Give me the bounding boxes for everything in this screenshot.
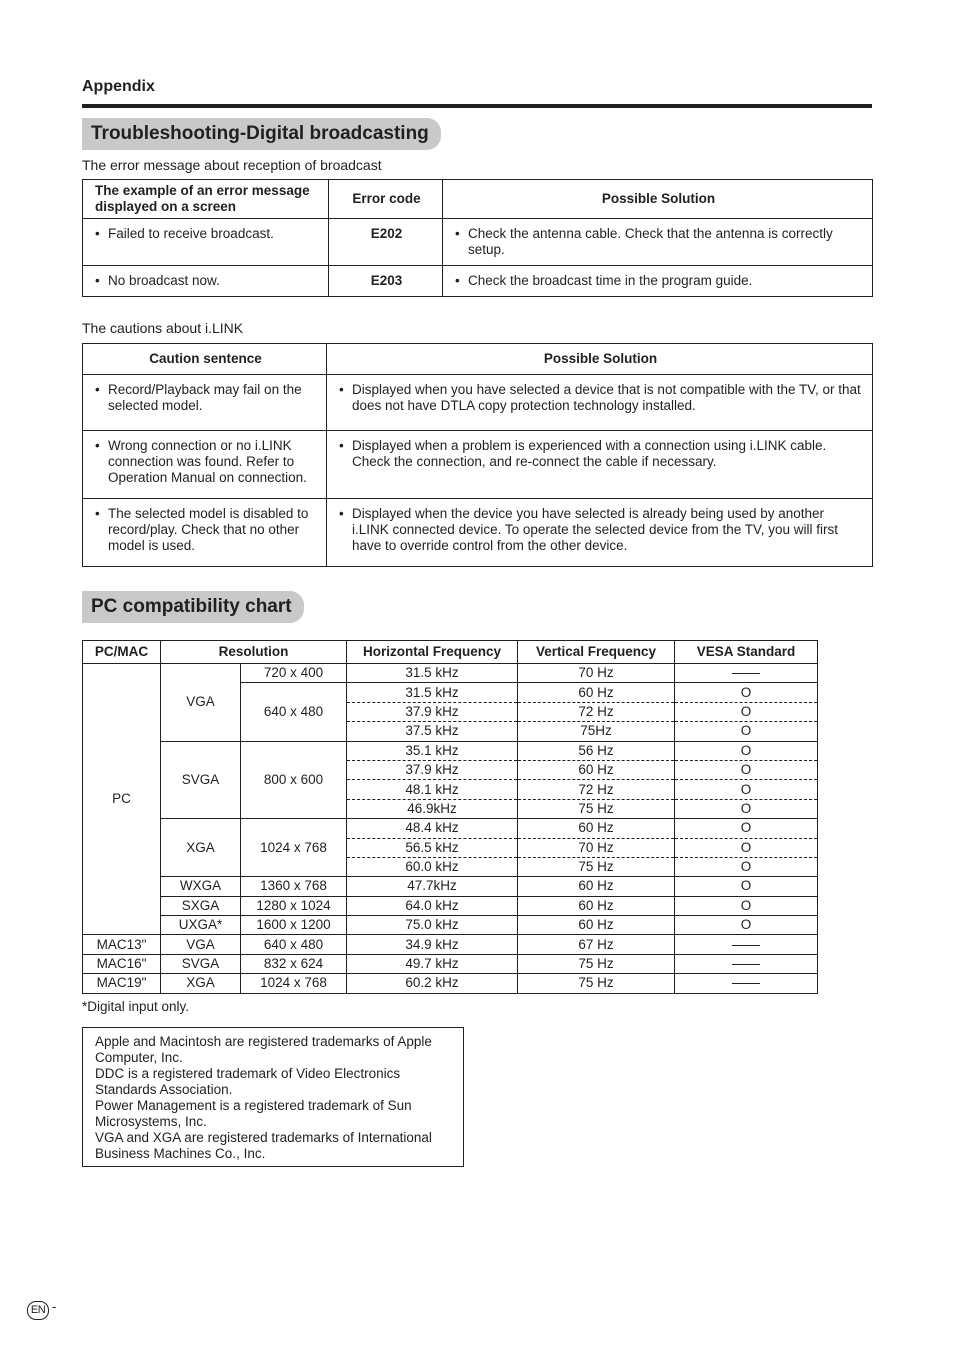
mode-cell: SXGA	[161, 896, 241, 915]
vesa-cell	[675, 974, 818, 993]
error-code-cell: E202	[329, 219, 443, 266]
hfreq-cell: 48.1 kHz	[347, 780, 518, 799]
error-code-cell: E203	[329, 266, 443, 297]
mode-cell: SVGA	[161, 741, 241, 819]
mode-cell: VGA	[161, 664, 241, 742]
column-header: VESA Standard	[675, 641, 818, 664]
resolution-cell: 832 x 624	[241, 954, 347, 973]
not-applicable-dash	[732, 964, 760, 965]
column-header: The example of an error message displayed on a screen	[83, 180, 329, 219]
vesa-cell: O	[675, 877, 818, 896]
vfreq-cell: 72 Hz	[518, 702, 675, 721]
vfreq-cell: 75Hz	[518, 722, 675, 741]
vesa-cell: O	[675, 896, 818, 915]
table-header-row	[83, 641, 818, 664]
column-header: Caution sentence	[83, 344, 327, 375]
vesa-cell	[675, 954, 818, 973]
solution-cell: • Displayed when a problem is experienced with a connection using i.LINK cable. Check the connection, and re-connect the cable if necessary.	[327, 431, 873, 499]
column-header: Resolution	[161, 641, 347, 664]
caution-cell: • Wrong connection or no i.LINK connection was found. Refer to Operation Manual on connection.	[83, 431, 327, 499]
vesa-cell: O	[675, 916, 818, 935]
vesa-cell: O	[675, 819, 818, 838]
column-header: Possible Solution	[443, 180, 873, 219]
not-applicable-dash	[732, 983, 760, 984]
header-rule	[82, 104, 872, 108]
table-row	[83, 431, 873, 499]
section-title-troubleshooting: Troubleshooting-Digital broadcasting	[82, 118, 441, 150]
solution-cell: • Displayed when the device you have selected is already being used by another i.LINK connected device. To operate the selected device from the TV, you will first have to override control from the other device.	[327, 499, 873, 567]
column-header: Horizontal Frequency	[347, 641, 518, 664]
hfreq-cell: 34.9 kHz	[347, 935, 518, 954]
mode-cell: XGA	[161, 819, 241, 877]
solution-cell: • Displayed when you have selected a device that is not compatible with the TV, or that does not have DTLA copy protection technology installed.	[327, 375, 873, 431]
footnote: *Digital input only.	[82, 999, 190, 1014]
error-message-table	[82, 179, 873, 297]
vfreq-cell: 67 Hz	[518, 935, 675, 954]
hfreq-cell: 46.9kHz	[347, 799, 518, 818]
trademark-line: Apple and Macintosh are registered trademarks of Apple Computer, Inc.	[95, 1034, 432, 1065]
hfreq-cell: 37.9 kHz	[347, 760, 518, 779]
caution-cell: • Record/Playback may fail on the selected model.	[83, 375, 327, 431]
vfreq-cell: 60 Hz	[518, 760, 675, 779]
vfreq-cell: 72 Hz	[518, 780, 675, 799]
resolution-cell: 720 x 400	[241, 664, 347, 683]
mode-cell: UXGA*	[161, 916, 241, 935]
resolution-cell: 640 x 480	[241, 935, 347, 954]
vfreq-cell: 60 Hz	[518, 916, 675, 935]
vfreq-cell: 60 Hz	[518, 819, 675, 838]
resolution-cell: 1024 x 768	[241, 974, 347, 993]
mode-cell: VGA	[161, 935, 241, 954]
hfreq-cell: 75.0 kHz	[347, 916, 518, 935]
vfreq-cell: 60 Hz	[518, 877, 675, 896]
page-number-separator: -	[52, 1299, 57, 1314]
solution-cell: • Check the broadcast time in the program guide.	[443, 266, 873, 297]
trademark-notice	[82, 1027, 464, 1167]
table-row	[83, 266, 873, 297]
table-row	[83, 896, 818, 915]
vfreq-cell: 75 Hz	[518, 799, 675, 818]
vesa-cell: O	[675, 722, 818, 741]
pc-group-cell: PC	[83, 664, 161, 935]
vesa-cell	[675, 935, 818, 954]
mac-model-cell: MAC19"	[83, 974, 161, 993]
vfreq-cell: 75 Hz	[518, 974, 675, 993]
resolution-cell: 800 x 600	[241, 741, 347, 819]
table-row	[83, 741, 818, 760]
table-row	[83, 819, 818, 838]
table-row	[83, 916, 818, 935]
vfreq-cell: 75 Hz	[518, 857, 675, 876]
table-header-row	[83, 180, 873, 219]
hfreq-cell: 35.1 kHz	[347, 741, 518, 760]
hfreq-cell: 48.4 kHz	[347, 819, 518, 838]
pc-compatibility-table	[82, 640, 818, 994]
vesa-cell: O	[675, 760, 818, 779]
mode-cell: SVGA	[161, 954, 241, 973]
ilink-caution-table	[82, 343, 873, 567]
hfreq-cell: 64.0 kHz	[347, 896, 518, 915]
vesa-cell: O	[675, 741, 818, 760]
hfreq-cell: 56.5 kHz	[347, 838, 518, 857]
hfreq-cell: 37.9 kHz	[347, 702, 518, 721]
column-header: Vertical Frequency	[518, 641, 675, 664]
resolution-cell: 640 x 480	[241, 683, 347, 741]
vfreq-cell: 70 Hz	[518, 838, 675, 857]
hfreq-cell: 47.7kHz	[347, 877, 518, 896]
vesa-cell: O	[675, 857, 818, 876]
table-row	[83, 877, 818, 896]
column-header: Error code	[329, 180, 443, 219]
vesa-cell: O	[675, 683, 818, 702]
resolution-cell: 1024 x 768	[241, 819, 347, 877]
hfreq-cell: 60.0 kHz	[347, 857, 518, 876]
vfreq-cell: 75 Hz	[518, 954, 675, 973]
vfreq-cell: 70 Hz	[518, 664, 675, 683]
table-header-row	[83, 344, 873, 375]
error-message-cell: • Failed to receive broadcast.	[83, 219, 329, 266]
mac-model-cell: MAC13"	[83, 935, 161, 954]
ilink-table-caption: The cautions about i.LINK	[82, 320, 244, 336]
table-row	[83, 974, 818, 993]
section-title-pc-chart: PC compatibility chart	[82, 591, 304, 623]
error-message-cell: • No broadcast now.	[83, 266, 329, 297]
hfreq-cell: 60.2 kHz	[347, 974, 518, 993]
hfreq-cell: 37.5 kHz	[347, 722, 518, 741]
column-header: Possible Solution	[327, 344, 873, 375]
vfreq-cell: 60 Hz	[518, 683, 675, 702]
table-row	[83, 935, 818, 954]
hfreq-cell: 31.5 kHz	[347, 664, 518, 683]
trademark-line: VGA and XGA are registered trademarks of International Business Machines Co., Inc.	[95, 1130, 432, 1161]
vesa-cell: O	[675, 799, 818, 818]
vesa-cell: O	[675, 702, 818, 721]
section-label: Appendix	[82, 78, 155, 95]
mac-model-cell: MAC16"	[83, 954, 161, 973]
trademark-line: DDC is a registered trademark of Video Electronics Standards Association.	[95, 1066, 401, 1097]
trademark-line: Power Management is a registered trademark of Sun Microsystems, Inc.	[95, 1098, 412, 1129]
table-row	[83, 664, 818, 683]
table-row	[83, 219, 873, 266]
table-row	[83, 499, 873, 567]
vesa-cell: O	[675, 838, 818, 857]
caution-cell: • The selected model is disabled to record/play. Check that no other model is used.	[83, 499, 327, 567]
table-row	[83, 375, 873, 431]
not-applicable-dash	[732, 945, 760, 946]
vfreq-cell: 56 Hz	[518, 741, 675, 760]
table-row	[83, 954, 818, 973]
vesa-cell: O	[675, 780, 818, 799]
vfreq-cell: 60 Hz	[518, 896, 675, 915]
not-applicable-dash	[732, 673, 760, 674]
hfreq-cell: 49.7 kHz	[347, 954, 518, 973]
hfreq-cell: 31.5 kHz	[347, 683, 518, 702]
error-table-caption: The error message about reception of broadcast	[82, 157, 382, 173]
mode-cell: XGA	[161, 974, 241, 993]
solution-cell: • Check the antenna cable. Check that the antenna is correctly setup.	[443, 219, 873, 266]
mode-cell: WXGA	[161, 877, 241, 896]
resolution-cell: 1600 x 1200	[241, 916, 347, 935]
resolution-cell: 1280 x 1024	[241, 896, 347, 915]
column-header: PC/MAC	[83, 641, 161, 664]
vesa-cell	[675, 664, 818, 683]
language-badge: EN	[27, 1301, 49, 1320]
resolution-cell: 1360 x 768	[241, 877, 347, 896]
